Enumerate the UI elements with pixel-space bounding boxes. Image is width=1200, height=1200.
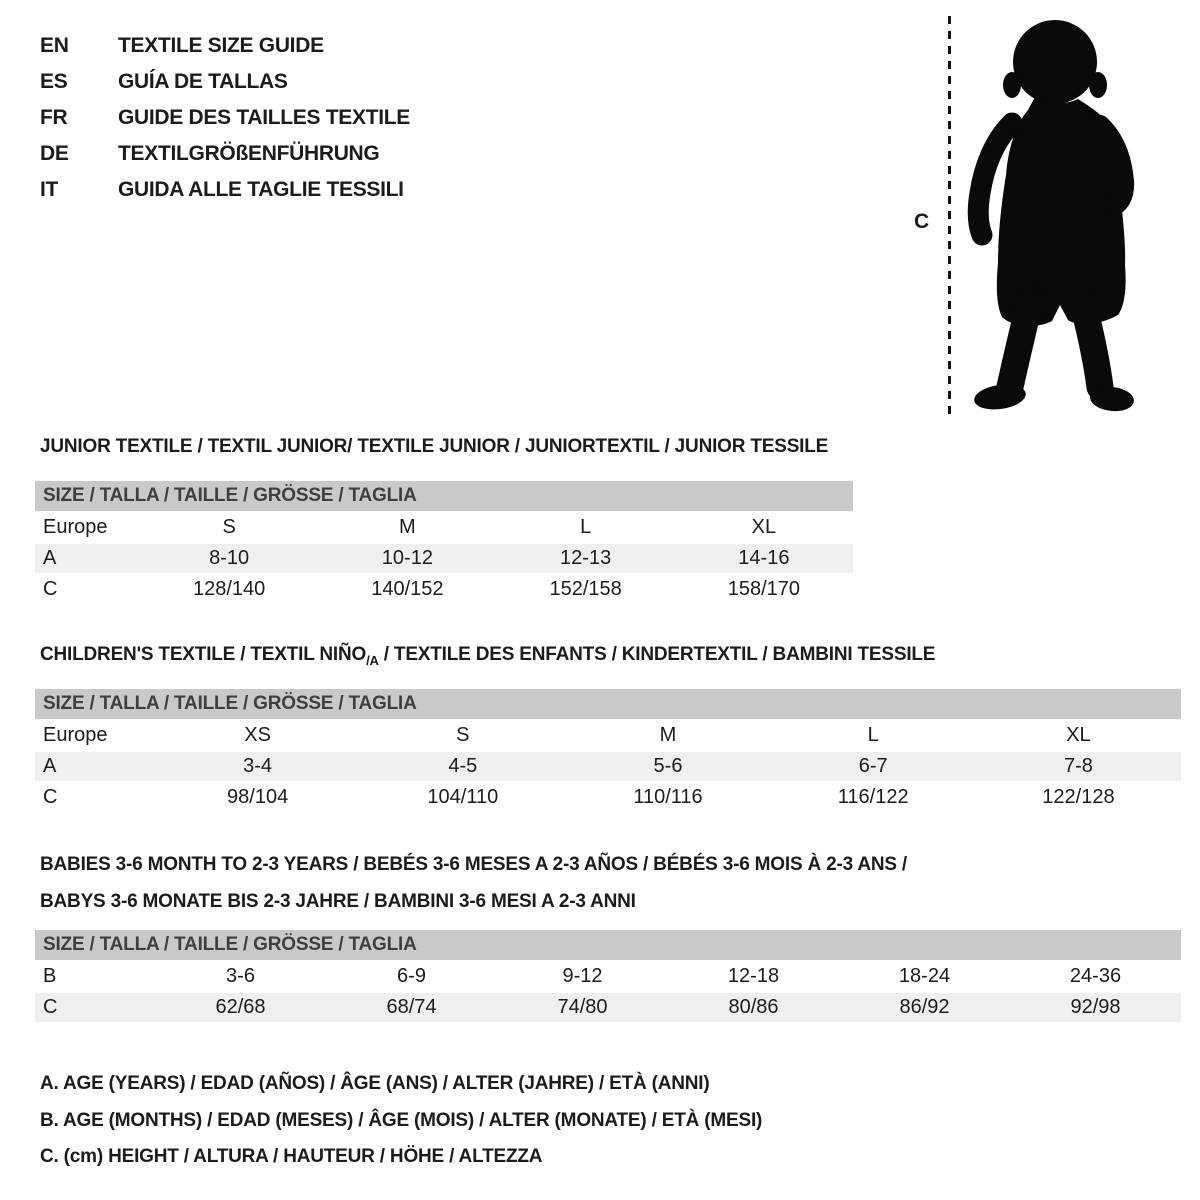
row-label-cell: A — [43, 547, 57, 569]
table-cell: 5-6 — [653, 755, 683, 777]
table-cell: 80/86 — [728, 996, 779, 1018]
lang-title: TEXTILE SIZE GUIDE — [118, 34, 324, 57]
size-header-text: SIZE / TALLA / TAILLE / GRÖSSE / TAGLIA — [43, 934, 417, 955]
table-cell: 3-6 — [226, 965, 255, 987]
babies-section-title — [40, 846, 907, 920]
legend — [40, 1066, 762, 1176]
lang-code: FR — [40, 106, 68, 129]
table-cell: 10-12 — [381, 547, 433, 569]
table-row — [35, 750, 1181, 781]
row-label-cell: Europe — [43, 516, 108, 538]
table-cell: 98/104 — [227, 786, 289, 808]
table-cell: 6-7 — [858, 755, 888, 777]
height-measure-label: C — [914, 210, 930, 233]
legend-line-b: B. AGE (MONTHS) / EDAD (MESES) / ÂGE (MOIS) / ALTER (MONATE) / ETÀ (MESI) — [40, 1109, 763, 1131]
table-cell: 12-13 — [560, 547, 612, 569]
table-row — [35, 991, 1181, 1022]
lang-code: DE — [40, 142, 69, 165]
table-cell: 62/68 — [215, 996, 266, 1018]
table-cell: 158/170 — [727, 578, 801, 600]
table-row — [35, 960, 1181, 991]
children-title-post: / TEXTILE DES ENFANTS / KINDERTEXTIL / BAMBINI TESSILE — [378, 644, 936, 665]
table-cell: 12-18 — [727, 965, 780, 987]
table-cell: 24-36 — [1069, 965, 1122, 987]
table-cell: 68/74 — [386, 996, 437, 1018]
row-label-cell: C — [43, 786, 58, 808]
table-cell: 86/92 — [899, 996, 950, 1018]
table-cell: M — [659, 724, 677, 746]
table-row — [35, 573, 853, 604]
table-cell: XS — [244, 724, 271, 746]
table-cell: XL — [1066, 724, 1091, 746]
table-cell: 110/116 — [633, 786, 703, 808]
lang-code: ES — [40, 70, 68, 93]
table-cell: XL — [751, 516, 777, 538]
table-cell: 14-16 — [738, 547, 790, 569]
size-header-text: SIZE / TALLA / TAILLE / GRÖSSE / TAGLIA — [43, 693, 417, 714]
legend-line-a: A. AGE (YEARS) / EDAD (AÑOS) / ÂGE (ANS) / ALTER (JAHRE) / ETÀ (ANNI) — [40, 1073, 710, 1094]
lang-title: GUIDE DES TAILLES TEXTILE — [118, 106, 410, 129]
lang-row-en — [40, 28, 410, 64]
table-cell: 3-4 — [243, 755, 273, 777]
row-label-cell: B — [43, 965, 57, 987]
lang-code: IT — [40, 178, 59, 201]
table-row — [35, 719, 1181, 750]
table-cell: 9-12 — [562, 965, 603, 987]
babies-title-line1: BABIES 3-6 MONTH TO 2-3 YEARS / BEBÉS 3-6 MESES A 2-3 AÑOS / BÉBÉS 3-6 MOIS À 2-3 ANS / — [40, 854, 908, 875]
children-title-sub: /A — [366, 652, 379, 668]
table-cell: 8-10 — [209, 547, 250, 569]
legend-line-c: C. (cm) HEIGHT / ALTURA / HAUTEUR / HÖHE / ALTEZZA — [40, 1146, 543, 1167]
junior-size-table — [35, 481, 853, 604]
table-row — [35, 542, 853, 573]
size-header-bar — [35, 481, 853, 511]
size-header-bar — [35, 930, 1181, 960]
row-label-cell: A — [43, 755, 57, 777]
lang-title: GUÍA DE TALLAS — [118, 70, 288, 93]
table-cell: S — [456, 724, 470, 746]
toddler-silhouette-icon — [960, 15, 1150, 420]
children-section-title — [40, 644, 935, 668]
table-cell: 7-8 — [1063, 755, 1093, 777]
table-cell: L — [867, 724, 879, 746]
table-cell: 152/158 — [549, 578, 622, 600]
lang-row-it — [40, 172, 410, 208]
size-header-text: SIZE / TALLA / TAILLE / GRÖSSE / TAGLIA — [43, 485, 417, 506]
table-cell: 4-5 — [448, 755, 478, 777]
table-cell: 140/152 — [371, 578, 444, 600]
babies-size-table — [35, 930, 1181, 1022]
children-title-pre: CHILDREN'S TEXTILE / TEXTIL NIÑO — [40, 644, 367, 665]
lang-title: TEXTILGRÖßENFÜHRUNG — [118, 142, 380, 165]
lang-title: GUIDA ALLE TAGLIE TESSILI — [118, 178, 404, 201]
row-label-cell: Europe — [43, 724, 108, 746]
junior-section-title: JUNIOR TEXTILE / TEXTIL JUNIOR/ TEXTILE JUNIOR / JUNIORTEXTIL / JUNIOR TESSILE — [40, 436, 829, 457]
children-size-table — [35, 689, 1181, 812]
table-cell: S — [222, 516, 236, 538]
language-title-list — [40, 28, 410, 208]
babies-title-line2: BABYS 3-6 MONATE BIS 2-3 JAHRE / BAMBINI 3-6 MESI A 2-3 ANNI — [40, 891, 636, 912]
table-cell: 92/98 — [1070, 996, 1121, 1018]
row-label-cell: C — [43, 996, 58, 1018]
lang-row-fr — [40, 100, 410, 136]
lang-row-de — [40, 136, 410, 172]
table-cell: 122/128 — [1042, 786, 1115, 808]
height-measure-dashed-line — [948, 16, 951, 414]
lang-code: EN — [40, 34, 69, 57]
row-label-cell: C — [43, 578, 58, 600]
table-row — [35, 511, 853, 542]
table-cell: 74/80 — [557, 996, 608, 1018]
table-cell: L — [580, 516, 592, 538]
table-row — [35, 781, 1181, 812]
table-cell: 18-24 — [898, 965, 951, 987]
table-cell: 116/122 — [837, 786, 909, 808]
size-header-bar — [35, 689, 1181, 719]
table-cell: 128/140 — [192, 578, 266, 600]
table-cell: 6-9 — [397, 965, 426, 987]
table-cell: M — [399, 516, 416, 538]
lang-row-es — [40, 64, 410, 100]
table-cell: 104/110 — [427, 786, 499, 808]
